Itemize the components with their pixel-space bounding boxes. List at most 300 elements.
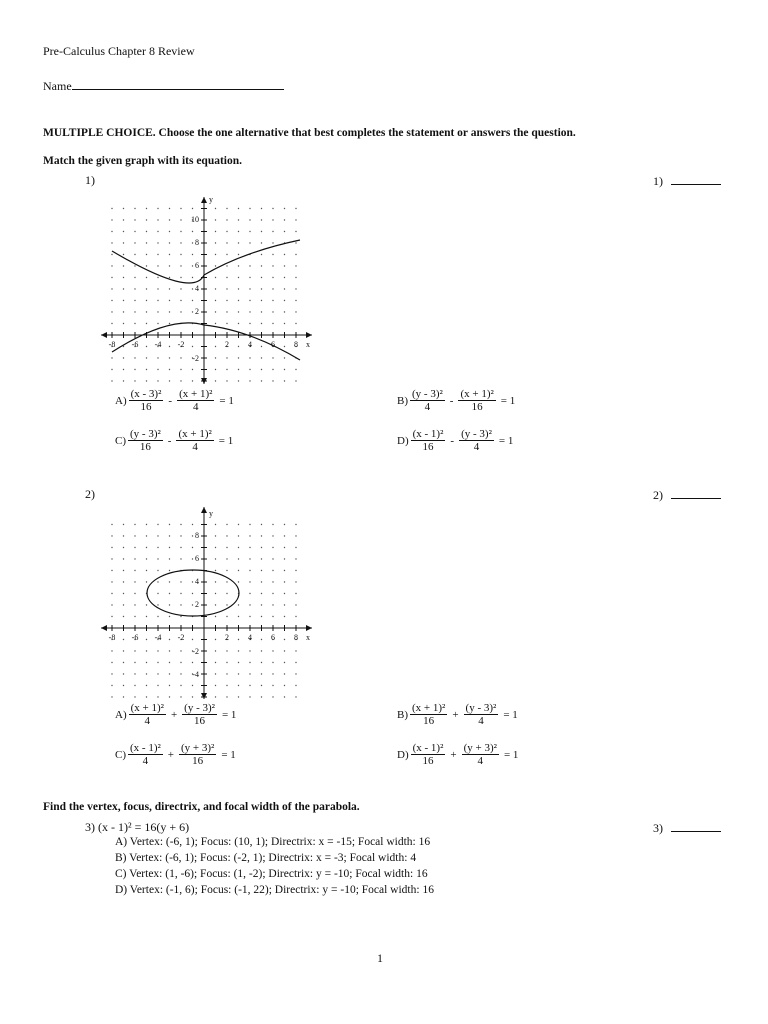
grid-dot bbox=[146, 650, 147, 651]
grid-dot bbox=[272, 616, 273, 617]
grid-dot bbox=[238, 323, 239, 324]
answer-2-label: 2) bbox=[653, 488, 663, 502]
tick-labels bbox=[109, 509, 310, 679]
grid-dot bbox=[215, 570, 216, 571]
grid-dot bbox=[169, 639, 170, 640]
y-tick-label: 2 bbox=[195, 600, 199, 609]
grid-dot bbox=[134, 558, 135, 559]
answer-1[interactable] bbox=[653, 173, 721, 189]
fraction bbox=[458, 388, 495, 413]
grid-dot bbox=[123, 369, 124, 370]
grid-dot bbox=[249, 558, 250, 559]
grid-dot bbox=[226, 547, 227, 548]
grid-dot bbox=[134, 242, 135, 243]
grid-dot bbox=[192, 685, 193, 686]
equals-one: = 1 bbox=[500, 394, 516, 407]
grid-dot bbox=[272, 277, 273, 278]
grid-dot bbox=[215, 357, 216, 358]
grid-dot bbox=[226, 242, 227, 243]
grid-dot bbox=[192, 231, 193, 232]
grid-dot bbox=[272, 323, 273, 324]
grid-dot bbox=[157, 254, 158, 255]
grid-dot bbox=[295, 673, 296, 674]
q1-choice-b[interactable] bbox=[397, 388, 518, 413]
grid-dot bbox=[261, 662, 262, 663]
choice-letter: A) bbox=[115, 394, 127, 407]
grid-dot bbox=[238, 685, 239, 686]
answer-1-label: 1) bbox=[653, 174, 663, 188]
grid-dot bbox=[261, 277, 262, 278]
grid-dot bbox=[146, 639, 147, 640]
denominator: 4 bbox=[192, 441, 198, 454]
grid-dot bbox=[123, 219, 124, 220]
grid-dot bbox=[261, 357, 262, 358]
answer-2[interactable] bbox=[653, 487, 721, 503]
grid-dot bbox=[111, 311, 112, 312]
grid-dot bbox=[295, 277, 296, 278]
grid-dot bbox=[261, 570, 262, 571]
q3-choice-a[interactable]: A) Vertex: (-6, 1); Focus: (10, 1); Directrix: x = -15; Focal width: 16 bbox=[115, 836, 431, 848]
grid-dot bbox=[261, 524, 262, 525]
match-instructions: Match the given graph with its equation. bbox=[43, 155, 243, 167]
name-field[interactable] bbox=[43, 78, 284, 94]
grid-dot bbox=[226, 277, 227, 278]
operator: + bbox=[450, 748, 457, 761]
x-tick-label: 2 bbox=[225, 340, 229, 349]
grid-dot bbox=[261, 685, 262, 686]
q2-choice-b[interactable] bbox=[397, 702, 521, 727]
grid-dot bbox=[238, 300, 239, 301]
grid-dot bbox=[157, 357, 158, 358]
grid-dot bbox=[249, 650, 250, 651]
x-tick-label: 6 bbox=[271, 340, 275, 349]
grid-dot bbox=[261, 311, 262, 312]
grid-dot bbox=[192, 346, 193, 347]
grid-dot bbox=[192, 254, 193, 255]
grid-dot bbox=[146, 673, 147, 674]
denominator: 16 bbox=[194, 715, 206, 728]
answer-3-blank[interactable] bbox=[671, 820, 721, 832]
grid-dot bbox=[215, 300, 216, 301]
name-label: Name bbox=[43, 79, 72, 93]
grid-dot bbox=[295, 300, 296, 301]
y-tick-label: -4 bbox=[192, 670, 199, 679]
operator: + bbox=[167, 748, 175, 761]
grid-dot bbox=[272, 380, 273, 381]
grid-dot bbox=[180, 673, 181, 674]
grid-dot bbox=[169, 288, 170, 289]
grid-dot bbox=[284, 357, 285, 358]
grid-dot bbox=[146, 288, 147, 289]
numerator: (y - 3)² bbox=[184, 702, 215, 714]
grid-dot bbox=[180, 593, 181, 594]
grid-dot bbox=[146, 323, 147, 324]
grid-dot bbox=[261, 300, 262, 301]
numerator: (y - 3)² bbox=[461, 428, 492, 440]
grid-dot bbox=[123, 265, 124, 266]
grid-dot bbox=[180, 547, 181, 548]
choice-letter: A) bbox=[115, 708, 127, 721]
grid-dot bbox=[284, 616, 285, 617]
grid-dot bbox=[238, 242, 239, 243]
grid-dot bbox=[261, 265, 262, 266]
grid-dot bbox=[284, 277, 285, 278]
choice-letter: C) bbox=[115, 434, 126, 447]
grid-dot bbox=[215, 524, 216, 525]
x-tick-label: 8 bbox=[294, 633, 298, 642]
equals-one: = 1 bbox=[498, 434, 514, 447]
numerator: (x + 1)² bbox=[130, 702, 164, 714]
grid-dot bbox=[215, 639, 216, 640]
q3-choice-d[interactable]: D) Vertex: (-1, 6); Focus: (-1, 22); Directrix: y = -10; Focal width: 16 bbox=[115, 884, 434, 896]
grid-dot bbox=[272, 254, 273, 255]
grid-dot bbox=[284, 639, 285, 640]
grid-dot bbox=[134, 265, 135, 266]
grid-dot bbox=[180, 581, 181, 582]
grid-dot bbox=[238, 277, 239, 278]
grid-dot bbox=[284, 650, 285, 651]
denominator: 4 bbox=[192, 401, 199, 414]
grid-dot bbox=[226, 696, 227, 697]
grid-dot bbox=[238, 547, 239, 548]
grid-dot bbox=[226, 673, 227, 674]
q2-choice-c[interactable] bbox=[115, 742, 239, 767]
grid-dot bbox=[261, 231, 262, 232]
grid-dot bbox=[192, 604, 193, 605]
grid-dot bbox=[111, 616, 112, 617]
q3-choice-c[interactable]: C) Vertex: (1, -6); Focus: (1, -2); Directrix: y = -10; Focal width: 16 bbox=[115, 868, 428, 880]
grid-dot bbox=[215, 369, 216, 370]
grid-dot bbox=[134, 547, 135, 548]
grid-dot bbox=[146, 265, 147, 266]
answer-3[interactable] bbox=[653, 820, 721, 836]
x-axis-label: x bbox=[306, 340, 310, 349]
numerator: (y - 3)² bbox=[130, 428, 161, 440]
grid-dot bbox=[123, 650, 124, 651]
grid-dot bbox=[272, 535, 273, 536]
grid-dot bbox=[284, 558, 285, 559]
grid-dot bbox=[295, 288, 296, 289]
grid-dot bbox=[111, 673, 112, 674]
fraction bbox=[182, 702, 217, 727]
grid-dot bbox=[169, 535, 170, 536]
grid-dot bbox=[134, 254, 135, 255]
grid-dot bbox=[111, 231, 112, 232]
grid-dot bbox=[284, 696, 285, 697]
y-tick-label: 6 bbox=[195, 261, 199, 270]
equals-one: = 1 bbox=[503, 708, 518, 721]
grid-dot bbox=[261, 547, 262, 548]
grid-dot bbox=[180, 254, 181, 255]
grid-dot bbox=[238, 288, 239, 289]
y-tick-label: 4 bbox=[195, 284, 199, 293]
equals-one: = 1 bbox=[219, 394, 234, 407]
grid-dot bbox=[215, 558, 216, 559]
grid-dot bbox=[238, 311, 239, 312]
grid-dot bbox=[226, 535, 227, 536]
grid-dot bbox=[249, 616, 250, 617]
question-1-number: 1) bbox=[85, 173, 95, 187]
grid-dot bbox=[238, 558, 239, 559]
grid-dot bbox=[249, 231, 250, 232]
grid-dot bbox=[284, 547, 285, 548]
grid-dot bbox=[146, 346, 147, 347]
grid-dot bbox=[272, 208, 273, 209]
grid-dot bbox=[272, 650, 273, 651]
q3-choice-b[interactable]: B) Vertex: (-6, 1); Focus: (-2, 1); Directrix: x = -3; Focal width: 4 bbox=[115, 852, 417, 864]
choice-letter: B) bbox=[397, 708, 408, 721]
grid-dot bbox=[180, 208, 181, 209]
denominator: 4 bbox=[142, 755, 149, 768]
grid-dot bbox=[180, 696, 181, 697]
x-tick-label: -4 bbox=[154, 340, 162, 349]
operator: - bbox=[168, 394, 173, 407]
grid-dot bbox=[123, 277, 124, 278]
grid-dot bbox=[111, 254, 112, 255]
x-tick-label: -4 bbox=[154, 633, 162, 642]
denominator: 4 bbox=[473, 441, 480, 454]
grid-dot bbox=[295, 380, 296, 381]
y-tick-label: 2 bbox=[195, 307, 199, 316]
y-tick-label: 10 bbox=[191, 215, 199, 224]
grid-dot bbox=[295, 558, 296, 559]
fraction bbox=[411, 428, 446, 453]
numerator: (y - 3)² bbox=[412, 388, 443, 400]
grid-dot bbox=[272, 662, 273, 663]
x-tick-label: 6 bbox=[271, 633, 275, 642]
grid-dot bbox=[215, 593, 216, 594]
grid-dot bbox=[295, 254, 296, 255]
fraction bbox=[176, 428, 213, 453]
grid-dot bbox=[238, 369, 239, 370]
document-title: Pre-Calculus Chapter 8 Review bbox=[43, 44, 195, 58]
grid-dot bbox=[123, 311, 124, 312]
fraction bbox=[179, 742, 216, 767]
grid-dot bbox=[249, 219, 250, 220]
grid-dot bbox=[284, 673, 285, 674]
grid-dot bbox=[226, 323, 227, 324]
grid-dot bbox=[111, 357, 112, 358]
grid-dot bbox=[146, 242, 147, 243]
grid-dot bbox=[261, 208, 262, 209]
answer-1-blank[interactable] bbox=[671, 173, 721, 185]
numerator: (x - 1)² bbox=[412, 742, 444, 754]
x-axis-label: x bbox=[306, 633, 310, 642]
denominator: 4 bbox=[478, 715, 484, 728]
grid-dot bbox=[215, 685, 216, 686]
grid-dot bbox=[249, 696, 250, 697]
q1-choice-d[interactable] bbox=[397, 428, 516, 453]
grid-dot bbox=[157, 570, 158, 571]
grid-dot bbox=[169, 311, 170, 312]
grid-dot bbox=[261, 242, 262, 243]
y-axis-label: y bbox=[209, 195, 213, 204]
grid-dot bbox=[123, 696, 124, 697]
grid-dot bbox=[157, 288, 158, 289]
grid-dot bbox=[146, 254, 147, 255]
grid-dot bbox=[226, 369, 227, 370]
q1-choice-a[interactable] bbox=[115, 388, 237, 413]
grid-dot bbox=[226, 524, 227, 525]
equals-one: = 1 bbox=[221, 708, 237, 721]
denominator: 4 bbox=[424, 401, 431, 414]
grid-dot bbox=[180, 650, 181, 651]
grid-dot bbox=[295, 581, 296, 582]
grid-dot bbox=[111, 662, 112, 663]
grid-dot bbox=[169, 265, 170, 266]
grid-dot bbox=[215, 208, 216, 209]
grid-dot bbox=[272, 231, 273, 232]
grid-dot bbox=[272, 673, 273, 674]
x-tick-label: -8 bbox=[108, 340, 116, 349]
grid-dot bbox=[215, 346, 216, 347]
grid-dot bbox=[272, 581, 273, 582]
fraction bbox=[128, 428, 163, 453]
grid-dot bbox=[238, 380, 239, 381]
grid-dot bbox=[249, 673, 250, 674]
grid-dot bbox=[134, 231, 135, 232]
grid-dot bbox=[146, 604, 147, 605]
page-number: 1 bbox=[377, 951, 383, 965]
grid-dot bbox=[226, 650, 227, 651]
grid-dot bbox=[215, 650, 216, 651]
grid-dot bbox=[134, 535, 135, 536]
operator: - bbox=[450, 434, 455, 447]
grid-dot bbox=[146, 547, 147, 548]
grid-dot bbox=[272, 288, 273, 289]
grid-dot bbox=[157, 650, 158, 651]
grid-dot bbox=[215, 581, 216, 582]
x-tick-label: -6 bbox=[131, 340, 139, 349]
grid-dot bbox=[226, 300, 227, 301]
fraction bbox=[410, 702, 447, 727]
fraction bbox=[464, 702, 499, 727]
grid-dot bbox=[123, 254, 124, 255]
grid-dot bbox=[146, 662, 147, 663]
grid-dot bbox=[169, 558, 170, 559]
grid-dot bbox=[249, 208, 250, 209]
grid-dot bbox=[134, 616, 135, 617]
answer-2-blank[interactable] bbox=[671, 487, 721, 499]
grid-dot bbox=[169, 581, 170, 582]
grid-dot bbox=[238, 581, 239, 582]
grid-dot bbox=[146, 524, 147, 525]
grid-dot bbox=[111, 570, 112, 571]
grid-dot bbox=[215, 311, 216, 312]
grid-dot bbox=[123, 673, 124, 674]
grid-dot bbox=[180, 558, 181, 559]
grid-dot bbox=[180, 357, 181, 358]
q1-choice-c[interactable] bbox=[115, 428, 236, 453]
grid-dot bbox=[169, 673, 170, 674]
grid-dot bbox=[295, 524, 296, 525]
x-tick-label: -6 bbox=[131, 633, 139, 642]
grid-dot bbox=[169, 300, 170, 301]
grid-dot bbox=[157, 547, 158, 548]
grid-dot bbox=[134, 570, 135, 571]
grid-dot bbox=[192, 662, 193, 663]
grid-dot bbox=[238, 357, 239, 358]
grid-dot bbox=[146, 616, 147, 617]
equals-one: = 1 bbox=[503, 748, 519, 761]
grid-dot bbox=[123, 639, 124, 640]
grid-dot bbox=[295, 685, 296, 686]
grid-dot bbox=[295, 311, 296, 312]
grid-dot bbox=[111, 323, 112, 324]
grid-dot bbox=[261, 639, 262, 640]
grid-dot bbox=[134, 288, 135, 289]
y-tick-label: -2 bbox=[192, 647, 199, 656]
grid-dot bbox=[295, 265, 296, 266]
grid-dot bbox=[284, 254, 285, 255]
grid-dot bbox=[169, 604, 170, 605]
grid-dot bbox=[192, 535, 193, 536]
grid-dot bbox=[192, 547, 193, 548]
grid-dot bbox=[249, 288, 250, 289]
equals-one: = 1 bbox=[221, 748, 236, 761]
denominator: 16 bbox=[423, 715, 435, 728]
grid-dot bbox=[134, 357, 135, 358]
grid-dot bbox=[134, 323, 135, 324]
grid-dot bbox=[134, 604, 135, 605]
grid-dot bbox=[215, 547, 216, 548]
numerator: (x + 1)² bbox=[412, 702, 446, 714]
grid-dot bbox=[169, 380, 170, 381]
q2-choice-d[interactable] bbox=[397, 742, 521, 767]
grid-dot bbox=[157, 219, 158, 220]
grid-dot bbox=[157, 581, 158, 582]
grid-dot bbox=[146, 277, 147, 278]
grid-dot bbox=[123, 593, 124, 594]
graph-2 bbox=[98, 503, 318, 703]
grid-dot bbox=[192, 208, 193, 209]
grid-dot bbox=[134, 380, 135, 381]
grid-dot bbox=[238, 604, 239, 605]
grid-dot bbox=[215, 696, 216, 697]
x-tick-label: 8 bbox=[294, 340, 298, 349]
grid-dot bbox=[284, 231, 285, 232]
choice-letter: B) bbox=[397, 394, 408, 407]
grid-dot bbox=[123, 535, 124, 536]
grid-dot bbox=[123, 558, 124, 559]
grid-dot bbox=[284, 265, 285, 266]
grid-dot bbox=[238, 650, 239, 651]
grid-dot bbox=[169, 650, 170, 651]
q2-choice-a[interactable] bbox=[115, 702, 239, 727]
grid-dot bbox=[261, 650, 262, 651]
grid-dot bbox=[284, 662, 285, 663]
grid-dot bbox=[249, 524, 250, 525]
grid-dot bbox=[123, 380, 124, 381]
grid-dot bbox=[157, 208, 158, 209]
fraction bbox=[177, 388, 214, 413]
fraction bbox=[459, 428, 494, 453]
grid-dot bbox=[134, 685, 135, 686]
grid-dot bbox=[146, 685, 147, 686]
grid-dot bbox=[134, 581, 135, 582]
grid-dot bbox=[295, 535, 296, 536]
grid-dot bbox=[134, 593, 135, 594]
grid-dot bbox=[249, 535, 250, 536]
operator: - bbox=[167, 434, 172, 447]
grid-dot bbox=[192, 581, 193, 582]
denominator: 4 bbox=[144, 715, 151, 728]
grid-dot bbox=[169, 346, 170, 347]
grid-dot bbox=[180, 265, 181, 266]
grid-dot bbox=[272, 369, 273, 370]
numerator: (y - 3)² bbox=[465, 702, 497, 714]
grid-dot bbox=[157, 300, 158, 301]
